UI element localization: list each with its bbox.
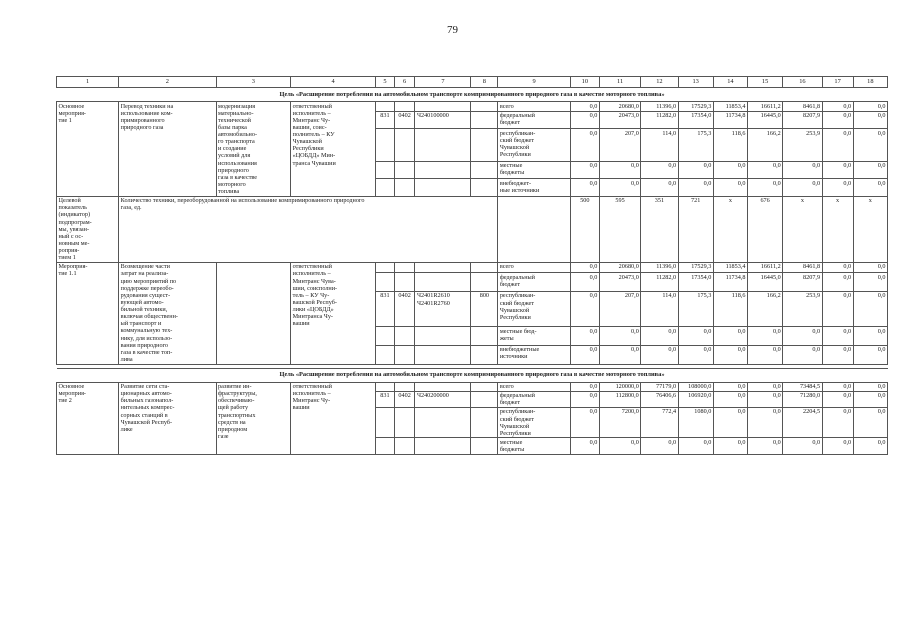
amount-cell: 0,0 — [599, 161, 640, 178]
funding-source: республикан- ский бюджет Чувашской Республики — [498, 407, 571, 438]
amount-cell: 11282,0 — [641, 273, 678, 292]
measure-purpose: модернизация материально- технической базы парка автомобильно- го транспорта и создание условий для использования природного газа в качестве моторного топлива — [216, 102, 291, 197]
amount-cell: 0,0 — [678, 327, 713, 346]
amount-cell: 0,0 — [570, 407, 599, 438]
amount-cell: 120000,0 — [599, 382, 640, 391]
column-number: 15 — [747, 77, 782, 88]
code-csr: Ч240100000 — [415, 111, 471, 128]
column-number: 16 — [783, 77, 822, 88]
amount-cell: 0,0 — [570, 391, 599, 407]
code-vr — [471, 391, 498, 407]
amount-cell: 0,0 — [822, 382, 853, 391]
page-number: 79 — [447, 24, 458, 36]
amount-cell: 17529,3 — [678, 102, 713, 112]
column-number: 11 — [599, 77, 640, 88]
amount-cell: 0,0 — [570, 291, 599, 326]
amount-cell: 20473,0 — [599, 111, 640, 128]
amount-cell: 0,0 — [783, 161, 822, 178]
amount-cell: 772,4 — [641, 407, 678, 438]
amount-cell: 1080,0 — [678, 407, 713, 438]
code-vr — [471, 327, 498, 346]
amount-cell: 0,0 — [853, 111, 887, 128]
funding-source: местные бюджеты — [498, 438, 571, 454]
amount-cell: 0,0 — [747, 438, 782, 454]
column-number: 2 — [119, 77, 216, 88]
goal-title: Цель «Расширение потребления на автомобильном транспорте компримированного природного газа в качестве моторного топлива» — [57, 368, 888, 382]
funding-source: республикан- ский бюджет Чувашской Республики — [498, 291, 571, 326]
amount-cell: 0,0 — [713, 179, 747, 196]
code-grbs — [376, 327, 395, 346]
amount-cell: 207,0 — [599, 129, 640, 162]
funding-source: республикан- ский бюджет Чувашской Республики — [498, 129, 571, 162]
amount-cell: 0,0 — [853, 129, 887, 162]
amount-cell: 0,0 — [713, 345, 747, 364]
measure-executor: ответственный исполнитель – Минтранс Чу- вашии, соис- полнитель – КУ Чувашской Республики «ЦОБДД» Мин- транса Чувашии — [291, 102, 376, 197]
code-rz — [394, 345, 415, 364]
code-vr — [471, 407, 498, 438]
amount-cell: 0,0 — [822, 102, 853, 112]
indicator-value: x — [713, 196, 747, 262]
code-grbs — [376, 129, 395, 162]
amount-cell: 77179,0 — [641, 382, 678, 391]
amount-cell: 0,0 — [822, 438, 853, 454]
code-rz — [394, 327, 415, 346]
code-grbs — [376, 262, 395, 273]
amount-cell: 0,0 — [713, 382, 747, 391]
code-vr — [471, 111, 498, 128]
amount-cell: 20680,0 — [599, 102, 640, 112]
amount-cell: 0,0 — [747, 179, 782, 196]
amount-cell: 17529,3 — [678, 262, 713, 273]
code-rz — [394, 102, 415, 112]
code-rz — [394, 179, 415, 196]
code-grbs — [376, 438, 395, 454]
code-csr: Ч240200000 — [415, 391, 471, 407]
amount-cell: 0,0 — [599, 179, 640, 196]
code-grbs: 831 — [376, 111, 395, 128]
amount-cell: 0,0 — [822, 179, 853, 196]
amount-cell: 0,0 — [822, 345, 853, 364]
amount-cell: 0,0 — [747, 391, 782, 407]
amount-cell: 0,0 — [822, 161, 853, 178]
column-number: 3 — [216, 77, 291, 88]
amount-cell: 73484,5 — [783, 382, 822, 391]
code-csr — [415, 161, 471, 178]
amount-cell: 11396,0 — [641, 262, 678, 273]
amount-cell: 2204,5 — [783, 407, 822, 438]
amount-cell: 112800,0 — [599, 391, 640, 407]
amount-cell: 0,0 — [599, 345, 640, 364]
funding-source: внебюджет- ные источники — [498, 179, 571, 196]
measure-description: Развитие сети ста- ционарных автомо- бильных газонапол- нительных компрес- сорных станций в Чувашской Респуб- лике — [119, 382, 216, 454]
amount-cell: 0,0 — [822, 391, 853, 407]
amount-cell: 0,0 — [783, 438, 822, 454]
column-number: 18 — [853, 77, 887, 88]
amount-cell: 11396,0 — [641, 102, 678, 112]
amount-cell: 0,0 — [713, 391, 747, 407]
amount-cell: 11734,8 — [713, 111, 747, 128]
indicator-value: 676 — [747, 196, 782, 262]
amount-cell: 166,2 — [747, 129, 782, 162]
code-grbs: 831 — [376, 291, 395, 326]
amount-cell: 17354,0 — [678, 273, 713, 292]
indicator-value: x — [853, 196, 887, 262]
measure-purpose: развитие ин- фраструктуры, обеспечиваю- щей работу транспортных средств на природном газе — [216, 382, 291, 454]
measure-description: Перевод техники на использование ком- примированного природного газа — [119, 102, 216, 197]
code-csr — [415, 407, 471, 438]
code-rz — [394, 407, 415, 438]
code-csr — [415, 438, 471, 454]
column-number: 13 — [678, 77, 713, 88]
code-csr — [415, 102, 471, 112]
indicator-value: 721 — [678, 196, 713, 262]
amount-cell: 71280,0 — [783, 391, 822, 407]
measure-purpose — [216, 262, 291, 364]
code-vr — [471, 129, 498, 162]
measure-executor: ответственный исполнитель – Минтранс Чу- вашии — [291, 382, 376, 454]
funding-source: всего — [498, 262, 571, 273]
code-csr — [415, 327, 471, 346]
funding-source: местные бюд- жеты — [498, 327, 571, 346]
funding-source: местные бюджеты — [498, 161, 571, 178]
measure-description: Возмещение части затрат на реализа- цию мероприятий по поддержке переобо- рудования сущест- вующей автомо- бильной техники, включая общественн- ый транспорт и коммунальную тех- нику, для использо- вания природного газа в качестве топ- лива — [119, 262, 216, 364]
amount-cell: 0,0 — [747, 345, 782, 364]
code-vr — [471, 262, 498, 273]
table-row — [57, 262, 888, 273]
amount-cell: 0,0 — [641, 179, 678, 196]
amount-cell: 253,9 — [783, 291, 822, 326]
code-rz — [394, 161, 415, 178]
amount-cell: 8461,8 — [783, 262, 822, 273]
amount-cell: 0,0 — [678, 345, 713, 364]
amount-cell: 253,9 — [783, 129, 822, 162]
column-number: 7 — [415, 77, 471, 88]
amount-cell: 0,0 — [783, 327, 822, 346]
amount-cell: 16611,2 — [747, 102, 782, 112]
amount-cell: 0,0 — [678, 438, 713, 454]
amount-cell: 0,0 — [853, 273, 887, 292]
amount-cell: 0,0 — [570, 102, 599, 112]
amount-cell: 0,0 — [747, 382, 782, 391]
amount-cell: 8207,9 — [783, 111, 822, 128]
amount-cell: 20680,0 — [599, 262, 640, 273]
amount-cell: 0,0 — [570, 327, 599, 346]
code-rz: 0402 — [394, 111, 415, 128]
amount-cell: 108000,0 — [678, 382, 713, 391]
amount-cell: 106920,0 — [678, 391, 713, 407]
code-vr: 800 — [471, 291, 498, 326]
column-number: 1 — [57, 77, 119, 88]
amount-cell: 8461,8 — [783, 102, 822, 112]
column-number: 17 — [822, 77, 853, 88]
code-grbs: 831 — [376, 391, 395, 407]
code-vr — [471, 273, 498, 292]
amount-cell: 0,0 — [853, 382, 887, 391]
amount-cell: 0,0 — [822, 273, 853, 292]
column-number: 9 — [498, 77, 571, 88]
amount-cell: 0,0 — [570, 111, 599, 128]
code-vr — [471, 438, 498, 454]
amount-cell: 76406,6 — [641, 391, 678, 407]
code-csr — [415, 273, 471, 292]
code-rz: 0402 — [394, 391, 415, 407]
amount-cell: 175,3 — [678, 129, 713, 162]
table-row — [57, 382, 888, 391]
funding-source: федеральный бюджет — [498, 273, 571, 292]
amount-cell: 0,0 — [599, 438, 640, 454]
amount-cell: 207,0 — [599, 291, 640, 326]
column-number: 8 — [471, 77, 498, 88]
code-vr — [471, 102, 498, 112]
amount-cell: 0,0 — [853, 391, 887, 407]
measure-name: Основное мероприя- тие 2 — [57, 382, 119, 454]
code-rz — [394, 382, 415, 391]
amount-cell: 20473,0 — [599, 273, 640, 292]
column-number: 6 — [394, 77, 415, 88]
amount-cell: 0,0 — [783, 345, 822, 364]
code-rz: 0402 — [394, 291, 415, 326]
column-number: 10 — [570, 77, 599, 88]
amount-cell: 0,0 — [599, 327, 640, 346]
amount-cell: 0,0 — [853, 345, 887, 364]
code-vr — [471, 179, 498, 196]
amount-cell: 0,0 — [747, 161, 782, 178]
amount-cell: 166,2 — [747, 291, 782, 326]
amount-cell: 0,0 — [853, 327, 887, 346]
amount-cell: 0,0 — [641, 161, 678, 178]
code-grbs — [376, 345, 395, 364]
amount-cell: 0,0 — [822, 111, 853, 128]
amount-cell: 0,0 — [570, 179, 599, 196]
amount-cell: 0,0 — [747, 407, 782, 438]
amount-cell: 0,0 — [713, 438, 747, 454]
indicator-value: 351 — [641, 196, 678, 262]
table-row — [57, 102, 888, 112]
amount-cell: 11853,4 — [713, 102, 747, 112]
measure-executor: ответственный исполнитель – Минтранс Чува- шии, соисполни- тель – КУ Чу- вашской Респуб- лики «ЦОБДД» Минтранса Чу- вашии — [291, 262, 376, 364]
code-vr — [471, 345, 498, 364]
column-number: 14 — [713, 77, 747, 88]
code-grbs — [376, 273, 395, 292]
amount-cell: 0,0 — [678, 161, 713, 178]
amount-cell: 17354,0 — [678, 111, 713, 128]
amount-cell: 0,0 — [747, 327, 782, 346]
amount-cell: 114,0 — [641, 129, 678, 162]
amount-cell: 16611,2 — [747, 262, 782, 273]
amount-cell: 0,0 — [570, 262, 599, 273]
goal-row — [57, 368, 888, 382]
amount-cell: 0,0 — [822, 327, 853, 346]
column-number: 12 — [641, 77, 678, 88]
column-number: 5 — [376, 77, 395, 88]
amount-cell: 0,0 — [853, 438, 887, 454]
amount-cell: 0,0 — [570, 161, 599, 178]
amount-cell: 0,0 — [853, 179, 887, 196]
funding-source: внебюджетные источники — [498, 345, 571, 364]
code-grbs — [376, 179, 395, 196]
amount-cell: 0,0 — [641, 438, 678, 454]
amount-cell: 0,0 — [853, 407, 887, 438]
indicator-value: 595 — [599, 196, 640, 262]
amount-cell: 0,0 — [713, 407, 747, 438]
funding-source: федеральный бюджет — [498, 111, 571, 128]
amount-cell: 16445,0 — [747, 273, 782, 292]
code-csr — [415, 179, 471, 196]
amount-cell: 11282,0 — [641, 111, 678, 128]
indicator-text: Количество техники, переоборудованной на использование компримированного природного газа, ед. — [119, 196, 498, 262]
amount-cell: 0,0 — [822, 291, 853, 326]
amount-cell: 0,0 — [853, 262, 887, 273]
code-grbs — [376, 161, 395, 178]
amount-cell: 11853,4 — [713, 262, 747, 273]
amount-cell: 0,0 — [822, 129, 853, 162]
indicator-value: 500 — [570, 196, 599, 262]
amount-cell: 175,3 — [678, 291, 713, 326]
amount-cell: 0,0 — [570, 382, 599, 391]
code-csr — [415, 345, 471, 364]
amount-cell: 0,0 — [713, 161, 747, 178]
indicator-name: Целевой показатель (индикатор) подпрограм- мы, увязан- ный с ос- новным ме- роприя- тием 1 — [57, 196, 119, 262]
amount-cell: 0,0 — [853, 102, 887, 112]
code-csr — [415, 129, 471, 162]
amount-cell: 16445,0 — [747, 111, 782, 128]
code-grbs — [376, 382, 395, 391]
measure-name: Основное мероприя- тие 1 — [57, 102, 119, 197]
amount-cell: 0,0 — [853, 161, 887, 178]
funding-source: федеральный бюджет — [498, 391, 571, 407]
code-csr — [415, 382, 471, 391]
program-table — [56, 76, 888, 455]
indicator-value: x — [822, 196, 853, 262]
code-vr — [471, 161, 498, 178]
amount-cell: 0,0 — [783, 179, 822, 196]
indicator-value: x — [783, 196, 822, 262]
column-number: 4 — [291, 77, 376, 88]
amount-cell: 0,0 — [713, 327, 747, 346]
indicator-blank — [498, 196, 571, 262]
amount-cell: 0,0 — [570, 129, 599, 162]
amount-cell: 0,0 — [853, 291, 887, 326]
amount-cell: 7200,0 — [599, 407, 640, 438]
code-rz — [394, 438, 415, 454]
goal-title: Цель «Расширение потребления на автомобильном транспорте компримированного природного газа в качестве моторного топлива» — [57, 88, 888, 102]
amount-cell: 0,0 — [641, 345, 678, 364]
amount-cell: 118,6 — [713, 129, 747, 162]
code-csr: Ч2401R2610 Ч2401R2760 — [415, 291, 471, 326]
code-grbs — [376, 407, 395, 438]
code-vr — [471, 382, 498, 391]
amount-cell: 0,0 — [641, 327, 678, 346]
amount-cell: 0,0 — [822, 262, 853, 273]
amount-cell: 0,0 — [822, 407, 853, 438]
code-grbs — [376, 102, 395, 112]
code-rz — [394, 273, 415, 292]
funding-source: всего — [498, 102, 571, 112]
amount-cell: 118,6 — [713, 291, 747, 326]
code-rz — [394, 262, 415, 273]
header-row — [57, 77, 888, 88]
amount-cell: 0,0 — [570, 273, 599, 292]
amount-cell: 0,0 — [570, 345, 599, 364]
code-rz — [394, 129, 415, 162]
amount-cell: 8207,9 — [783, 273, 822, 292]
indicator-row — [57, 196, 888, 262]
funding-source: всего — [498, 382, 571, 391]
measure-name: Мероприя- тие 1.1 — [57, 262, 119, 364]
amount-cell: 0,0 — [570, 438, 599, 454]
amount-cell: 11734,8 — [713, 273, 747, 292]
goal-row — [57, 88, 888, 102]
code-csr — [415, 262, 471, 273]
amount-cell: 0,0 — [678, 179, 713, 196]
amount-cell: 114,0 — [641, 291, 678, 326]
